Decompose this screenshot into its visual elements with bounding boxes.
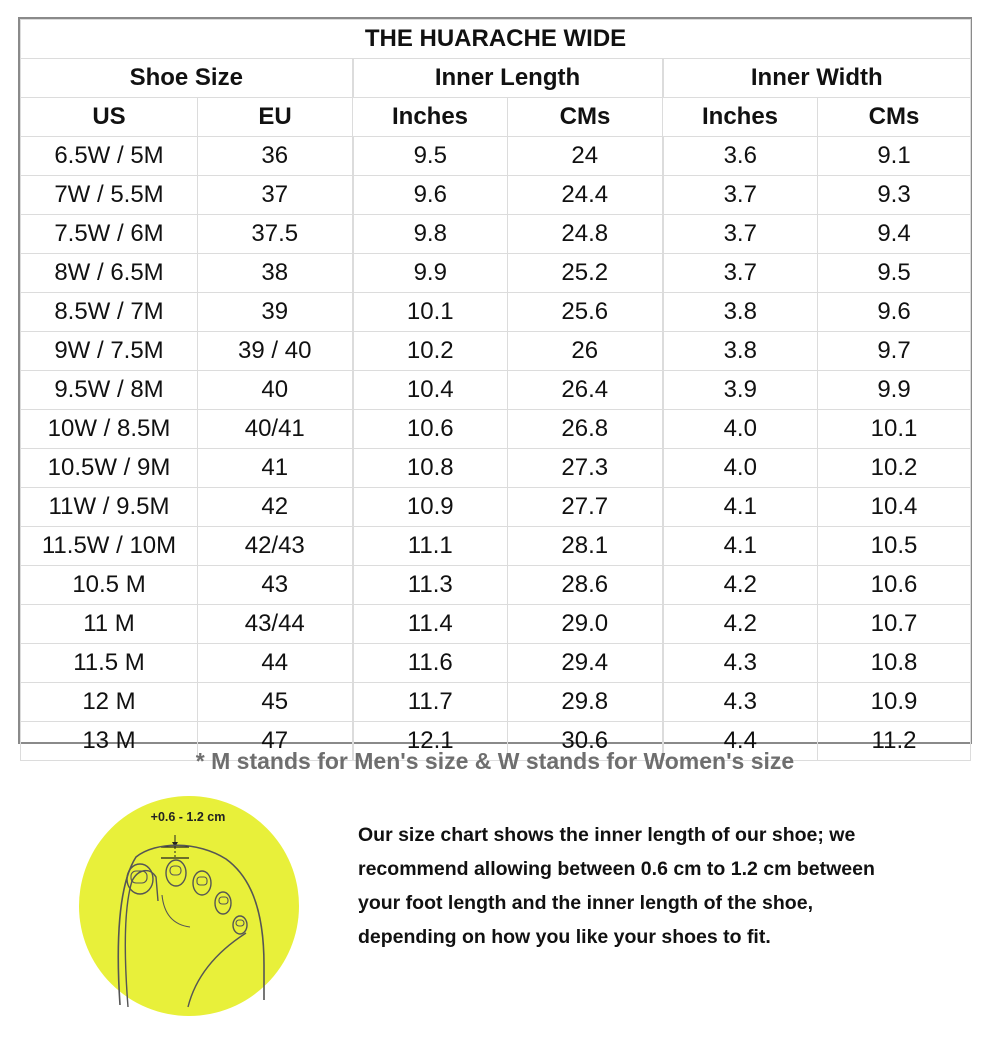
cell-length-inches: 9.5 <box>353 137 508 176</box>
cell-length-cms: 24.8 <box>508 215 663 254</box>
cell-width-cms: 10.6 <box>818 566 971 605</box>
col-header-eu: EU <box>198 98 353 137</box>
cell-us: 13 M <box>21 722 198 761</box>
cell-length-inches: 10.8 <box>353 449 508 488</box>
cell-eu: 38 <box>198 254 353 293</box>
cell-eu: 39 / 40 <box>198 332 353 371</box>
cell-length-cms: 30.6 <box>508 722 663 761</box>
cell-us: 9W / 7.5M <box>21 332 198 371</box>
cell-width-cms: 11.2 <box>818 722 971 761</box>
col-header-us: US <box>21 98 198 137</box>
cell-length-cms: 26.8 <box>508 410 663 449</box>
cell-width-inches: 3.8 <box>663 332 818 371</box>
cell-us: 10.5W / 9M <box>21 449 198 488</box>
size-table <box>20 19 971 761</box>
col-header-width-cms: CMs <box>818 98 971 137</box>
table-row <box>21 644 971 683</box>
cell-length-inches: 10.6 <box>353 410 508 449</box>
fit-advice <box>358 818 958 954</box>
cell-eu: 43/44 <box>198 605 353 644</box>
cell-length-inches: 11.1 <box>353 527 508 566</box>
cell-length-inches: 10.9 <box>353 488 508 527</box>
yellow-circle <box>79 796 299 1016</box>
cell-length-inches: 12.1 <box>353 722 508 761</box>
cell-length-inches: 10.2 <box>353 332 508 371</box>
advice-line: your foot length and the inner length of the shoe, <box>358 892 813 914</box>
cell-length-inches: 9.9 <box>353 254 508 293</box>
cell-length-cms: 28.1 <box>508 527 663 566</box>
size-note: * M stands for Men's size & W stands for Women's size <box>195 748 795 774</box>
toe-space-illustration <box>78 795 300 1017</box>
cell-eu: 44 <box>198 644 353 683</box>
table-row <box>21 566 971 605</box>
cell-width-cms: 9.7 <box>818 332 971 371</box>
cell-width-inches: 4.3 <box>663 644 818 683</box>
table-row <box>21 254 971 293</box>
cell-eu: 40/41 <box>198 410 353 449</box>
cell-width-inches: 3.8 <box>663 293 818 332</box>
col-header-length-cms: CMs <box>508 98 663 137</box>
cell-length-cms: 26.4 <box>508 371 663 410</box>
cell-length-cms: 29.4 <box>508 644 663 683</box>
table-row <box>21 605 971 644</box>
cell-width-inches: 4.1 <box>663 527 818 566</box>
cell-us: 8.5W / 7M <box>21 293 198 332</box>
cell-eu: 39 <box>198 293 353 332</box>
cell-width-inches: 3.7 <box>663 176 818 215</box>
cell-length-cms: 28.6 <box>508 566 663 605</box>
cell-eu: 47 <box>198 722 353 761</box>
cell-width-cms: 9.5 <box>818 254 971 293</box>
cell-us: 7W / 5.5M <box>21 176 198 215</box>
cell-us: 10.5 M <box>21 566 198 605</box>
col-header-length-inches: Inches <box>353 98 508 137</box>
cell-us: 10W / 8.5M <box>21 410 198 449</box>
group-inner-width: Inner Width <box>663 59 971 98</box>
advice-line: recommend allowing between 0.6 cm to 1.2 cm between <box>358 858 875 880</box>
cell-length-inches: 10.4 <box>353 371 508 410</box>
cell-width-inches: 3.7 <box>663 215 818 254</box>
cell-length-cms: 27.3 <box>508 449 663 488</box>
col-header-width-inches: Inches <box>663 98 818 137</box>
cell-length-cms: 29.8 <box>508 683 663 722</box>
cell-width-cms: 10.2 <box>818 449 971 488</box>
cell-width-cms: 10.8 <box>818 644 971 683</box>
table-row <box>21 371 971 410</box>
table-row <box>21 449 971 488</box>
group-inner-length: Inner Length <box>353 59 663 98</box>
cell-length-cms: 24.4 <box>508 176 663 215</box>
cell-us: 9.5W / 8M <box>21 371 198 410</box>
cell-us: 11W / 9.5M <box>21 488 198 527</box>
cell-width-inches: 3.6 <box>663 137 818 176</box>
cell-length-inches: 11.4 <box>353 605 508 644</box>
cell-length-cms: 24 <box>508 137 663 176</box>
advice-line: depending on how you like your shoes to fit. <box>358 926 771 948</box>
cell-us: 6.5W / 5M <box>21 137 198 176</box>
table-row <box>21 488 971 527</box>
table-row <box>21 527 971 566</box>
cell-width-cms: 10.5 <box>818 527 971 566</box>
table-row <box>21 293 971 332</box>
cell-us: 11 M <box>21 605 198 644</box>
cell-width-cms: 9.6 <box>818 293 971 332</box>
cell-length-inches: 11.7 <box>353 683 508 722</box>
cell-us: 7.5W / 6M <box>21 215 198 254</box>
cell-eu: 41 <box>198 449 353 488</box>
cell-width-cms: 9.1 <box>818 137 971 176</box>
cell-width-inches: 3.7 <box>663 254 818 293</box>
cell-length-cms: 27.7 <box>508 488 663 527</box>
cell-width-inches: 4.1 <box>663 488 818 527</box>
table-body <box>21 137 971 761</box>
group-shoe-size: Shoe Size <box>21 59 353 98</box>
advice-line: Our size chart shows the inner length of our shoe; we <box>358 824 856 846</box>
cell-eu: 42 <box>198 488 353 527</box>
cell-eu: 45 <box>198 683 353 722</box>
cell-us: 8W / 6.5M <box>21 254 198 293</box>
cell-length-cms: 29.0 <box>508 605 663 644</box>
cell-eu: 37.5 <box>198 215 353 254</box>
cell-width-cms: 9.3 <box>818 176 971 215</box>
cell-us: 11.5W / 10M <box>21 527 198 566</box>
cell-width-cms: 10.1 <box>818 410 971 449</box>
cell-width-inches: 3.9 <box>663 371 818 410</box>
table-row <box>21 176 971 215</box>
cell-eu: 40 <box>198 371 353 410</box>
cell-length-inches: 10.1 <box>353 293 508 332</box>
cell-us: 12 M <box>21 683 198 722</box>
cell-length-cms: 25.6 <box>508 293 663 332</box>
cell-width-cms: 9.9 <box>818 371 971 410</box>
cell-us: 11.5 M <box>21 644 198 683</box>
size-chart-table <box>18 17 972 754</box>
cell-width-inches: 4.0 <box>663 410 818 449</box>
cell-width-cms: 9.4 <box>818 215 971 254</box>
table-row <box>21 137 971 176</box>
cell-eu: 37 <box>198 176 353 215</box>
toe-gap-label: +0.6 - 1.2 cm <box>150 810 226 824</box>
cell-width-inches: 4.0 <box>663 449 818 488</box>
table-row <box>21 332 971 371</box>
cell-width-inches: 4.2 <box>663 566 818 605</box>
table-title: THE HUARACHE WIDE <box>21 20 971 59</box>
cell-width-inches: 4.3 <box>663 683 818 722</box>
cell-width-cms: 10.4 <box>818 488 971 527</box>
cell-length-inches: 11.6 <box>353 644 508 683</box>
cell-width-cms: 10.7 <box>818 605 971 644</box>
cell-eu: 36 <box>198 137 353 176</box>
table-row <box>21 683 971 722</box>
cell-length-inches: 11.3 <box>353 566 508 605</box>
cell-width-inches: 4.4 <box>663 722 818 761</box>
cell-eu: 43 <box>198 566 353 605</box>
cell-eu: 42/43 <box>198 527 353 566</box>
table-row <box>21 410 971 449</box>
cell-length-inches: 9.6 <box>353 176 508 215</box>
cell-width-inches: 4.2 <box>663 605 818 644</box>
cell-length-inches: 9.8 <box>353 215 508 254</box>
cell-length-cms: 25.2 <box>508 254 663 293</box>
cell-length-cms: 26 <box>508 332 663 371</box>
cell-width-cms: 10.9 <box>818 683 971 722</box>
table-row <box>21 215 971 254</box>
